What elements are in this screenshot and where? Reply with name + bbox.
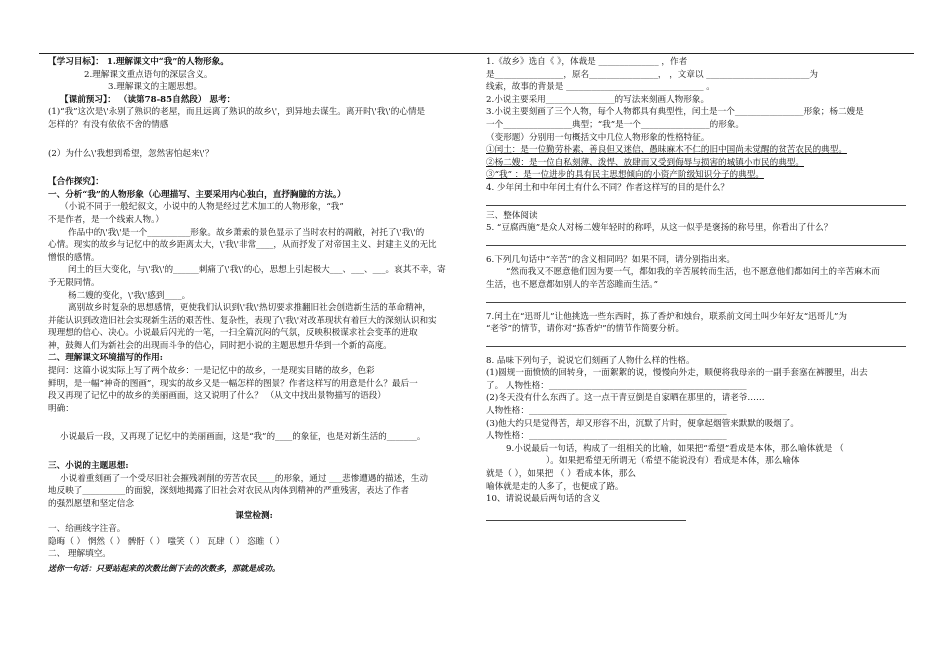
theme-p3: 的强烈愿望和坚定信念	[48, 498, 134, 509]
preview-q1b: 怎样的？有没有依依不舍的情感	[48, 119, 169, 130]
explore-sec1: 一、分析“我”的人物形象（心理描写、主要采用内心独白，直抒胸臆的方法。）	[48, 189, 346, 200]
q7-line1: 7.闰土在“迅哥儿”让他挑选一些东西时，拣了香炉和烛台，联系前文闰土叫少年好友“迅哥儿”为	[486, 311, 847, 322]
q10: 10、请说说最后两句话的含义	[486, 494, 601, 505]
test-sec2: 二、 理解填空。	[48, 549, 111, 560]
q7-line2: “老爷”的情节，请你对“拣香炉”的情节作简要分析。	[486, 324, 685, 335]
env-p4: 明确：	[48, 403, 74, 414]
learning-goals-1: 【学习目标】： 1.理解课文中“我”的人物形象。	[48, 57, 229, 67]
explore-p3: 作品中的\'我\'是一个__________形象。故乡萧索的景色显示了当时农村的凋敝，衬托了\'我\'的	[68, 227, 425, 238]
explore-p12: 神，鼓舞人们为新社会的出现而斗争的信心，同时把小说的主题思想升华到一个新的高度。	[48, 340, 392, 351]
explore-p1: （小说不同于一般纪叙文，小说中的人物是经过艺术加工的人物形象，“我”	[60, 202, 344, 213]
q6-line1: 6.下列几句话中“辛苦”的含义相同吗？如果不同，请分别指出来。	[486, 254, 736, 265]
q8-line5: 人物性格：______________________________________________	[486, 406, 727, 417]
preview-heading: 【课前预习】： （读第78-85自然段） 思考：	[60, 94, 236, 105]
right-column	[486, 56, 906, 521]
preview-q2: (2）为什么\'我想到希望，忽然害怕起来\'？	[48, 148, 214, 159]
q8-line1: 8. 品味下列句子，说说它们刻画了人物什么样的性格。	[486, 355, 695, 366]
explore-p9: 离别故乡时复杂的思想感情，更使我们认识到\'我\'热切要求推翻旧社会创造新生活的革命精神，	[68, 303, 431, 314]
q9-line4: 喻体就是走的人多了，也便成了路。	[486, 481, 624, 492]
q4: 4. 少年闰土和中年闰土有什么不同？作者这样写的目的是什么？	[486, 182, 729, 193]
theme-heading: 三、小说的主题思想:	[48, 461, 129, 472]
q1-line2: 是________________，原名________________， ，文章以 ________________________为	[486, 69, 819, 80]
q3-line2: 一个________________典型；“我”是一个________________的形象。	[486, 119, 745, 130]
q2: 2.小说主要采用________________的写法来刻画人物形象。	[486, 94, 710, 105]
q8-line2: (1)圆规一面愤愤的回转身，一面絮絮的说，慢慢向外走，顺便将我母亲的一副手套塞在裤腰里，出去	[486, 368, 868, 379]
q6-line3: 生活，也不愿意都如别人的辛苦恣睢而生活。”	[486, 279, 658, 290]
q3-answer-yang: ②杨二嫂：是一位自私刻薄、泼悍、放肆而又受到侮辱与损害的城镇小市民的典型。	[486, 157, 804, 168]
explore-p10: 并能认识到改造旧社会实现新生活的艰苦性、复杂性，表现了\'我\'对改革现状有着巨大的深刻认识和实	[48, 315, 437, 326]
env-p1: 提问：这篇小说实际上写了两个故乡：一是记忆中的故乡，一是现实目睹的故乡，色彩	[48, 366, 375, 377]
q3-answer-me: ③“我” ：是一位进步的具有民主思想倾向的小资产阶级知识分子的典型。	[486, 170, 764, 181]
test-heading: 课堂检测:	[235, 511, 273, 522]
learning-goals-2: 2.理解课文重点语句的深层含义。	[84, 69, 213, 80]
left-column	[48, 56, 460, 575]
q5: 5. “豆腐西施”是众人对杨二嫂年轻时的称呼，从这一似乎是褒扬的称号里，你看出了什么？	[486, 223, 833, 234]
explore-p11: 现理想的信心、决心。小说最后闪光的一笔，一扫全篇沉闷的气氛，反映积极谋求社会变革的进取	[48, 328, 418, 339]
q1-line1: 1.《故乡》选自《 》，体裁是 ______________ ，作者	[486, 57, 688, 67]
test-sec1: 一、给画线字注音。	[48, 524, 126, 534]
q10-answer-line[interactable]	[486, 510, 686, 521]
q8-line6: (3)他大约只是觉得苦，却又形容不出，沉默了片时，便拿起烟管来默默的吸烟了。	[486, 418, 799, 429]
explore-p2: 不是作者，是一个线索人物。）	[48, 214, 165, 225]
q8-line7: 人物性格：______________________________________________	[486, 431, 727, 442]
explore-p4: 心情。现实的故乡与记忆中的故乡距离太大，\'我\'非常____，从而抒发了对帝国主义、封建主义的无比	[48, 240, 437, 251]
q3-line1: 3.小说主要刻画了三个人物，每个人物都具有典型性，闰土是一个________________形象；杨二嫂是	[486, 107, 864, 118]
explore-p7: 予无限同情。	[48, 277, 100, 288]
preview-q1: (1)“我”这次是\'永别了熟识的老屋，而且远离了熟识的故乡\'，到异地去谋生。离开时\'我\'的心情是	[48, 107, 426, 118]
learning-goals-3: 3.理解课文的主题思想。	[108, 82, 203, 93]
explore-p5: 憎恨的感情。	[48, 252, 100, 263]
explore-heading: 【合作探究】：	[48, 177, 104, 188]
q5-answer-line[interactable]	[486, 235, 906, 246]
explore-p6: 闰土的巨大变化，与\'我\'的______刺痛了\'我\'的心，思想上引起极大___、___、___。哀其不幸，寄	[68, 265, 446, 276]
q4-answer-line[interactable]	[486, 195, 906, 206]
q8-line4: (2)冬天没有什么东西了。这一点干青豆倒是自家晒在那里的，请老爷……	[486, 393, 765, 404]
q1-line3: 线索，故事的背景是 ________________________________ 。	[486, 82, 715, 93]
q9-line2: ）。如果把希望无所谓无（希望不能说没有）看成是本体，那么喻体	[546, 456, 800, 467]
env-heading: 二、理解课文环境描写的作用:	[48, 353, 163, 364]
env-p2: 鲜明，是一幅“神奇的图画”，现实的故乡又是一幅怎样的图景？作者这样写的用意是什么？最后一	[48, 378, 418, 389]
q9-line3: 就是（ ），如果把 （ ）看成本体，那么	[486, 469, 636, 480]
q3-variant: （变形题）分别用一句概括文中几位人物形象的性格特征。	[486, 132, 710, 143]
q9-line1: 9.小说最后一句话，构成了一组相关的比喻，如果把“希望”看成是本体，那么喻体就是 （	[506, 443, 844, 454]
q8-line3: 了。 人物性格：______________________________________________	[486, 380, 747, 391]
q6-answer-line[interactable]	[486, 292, 906, 303]
env-p3: 段又再现了记忆中的故乡的美丽画面，这又说明了什么？ （从文中找出景物描写的语段）	[48, 391, 386, 402]
env-last: 小说最后一段，又再现了记忆中的美丽画面，这是“我”的____的象征，也是对新生活的_______。	[60, 432, 426, 443]
explore-p8: 杨二嫂的变化，\'我\'感到____。	[68, 290, 191, 301]
section3-heading: 三、整体阅读	[486, 210, 538, 221]
test-pinyin: 隐晦（ ） 惘然（ ） 髀骬（ ） 嗤笑（ ） 瓦肆（ ） 恣睢（ ）	[48, 536, 285, 547]
q3-answer-runtu: ①闰土：是一位勤劳朴素、善良但又迷信、愚昧麻木不仁的旧中国尚未觉醒的贫苦农民的典型。	[486, 145, 847, 156]
header-rule	[39, 53, 914, 54]
q7-answer-line[interactable]	[486, 336, 906, 347]
theme-p1: 小说着重刻画了一个受尽旧社会摧残剥削的劳苦农民____的形象，通过 ___悲惨遭遇的描述，生动	[60, 473, 428, 484]
motto: 送你一句话：只要站起来的次数比倒下去的次数多，那就是成功。	[48, 563, 280, 573]
theme-p2: 地反映了__________的面貌，深刻地揭露了旧社会对农民从肉体到精神的严重残害，表达了作者	[48, 486, 409, 497]
q6-line2: “然而我又不愿意他们因为要一气，都如我的辛苦展转而生活，也不愿意他们都如闰土的辛苦麻木而	[506, 267, 880, 278]
